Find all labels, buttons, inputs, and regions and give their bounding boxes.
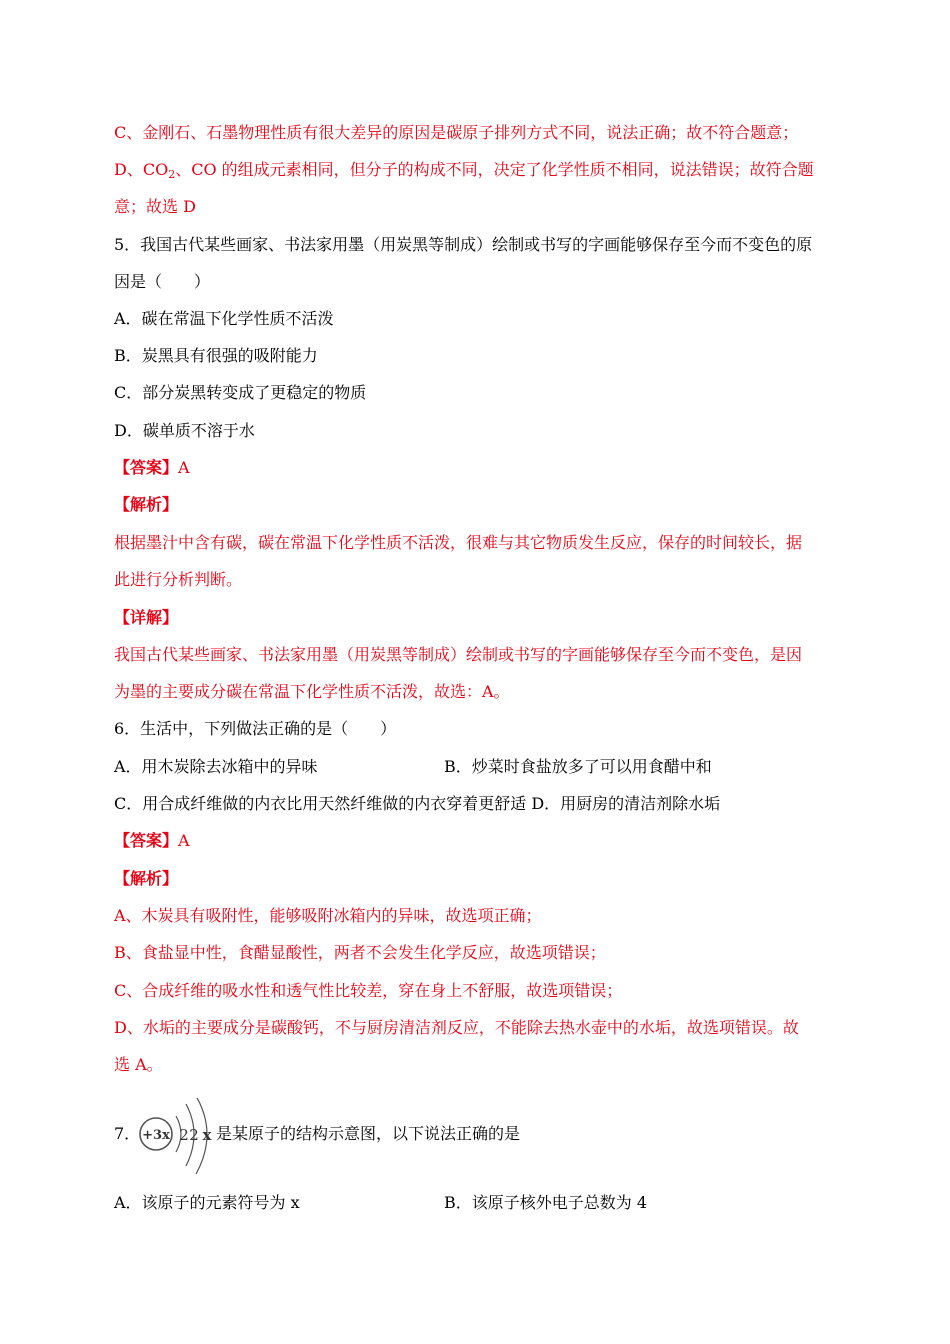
q4-option-c-analysis: C、金刚石、石墨物理性质有很大差异的原因是碳原子排列方式不同，说法正确；故不符合题意； [114, 123, 799, 142]
atom-structure-diagram [136, 1098, 216, 1178]
q5-option-c: C．部分炭黑转变成了更稳定的物质 [114, 383, 367, 402]
q6-analysis-b: B、食盐显中性，食醋显酸性，两者不会发生化学反应，故选项错误； [114, 943, 606, 962]
q4-option-d-analysis: D、$CO_2$、CO 的组成元素相同，但分子的构成不同，决定了化学性质不相同，说法错误；故符合题 [114, 160, 814, 181]
shell-3-electrons: x [202, 1126, 212, 1144]
q5-option-d: D．碳单质不溶于水 [114, 421, 255, 440]
nucleus-charge: +3x [142, 1128, 170, 1143]
q5-answer: 【答案】A [114, 458, 190, 477]
q6-analysis-d-line1: D、水垢的主要成分是碳酸钙，不与厨房清洁剂反应，不能除去热水壶中的水垢，故选项错误。故 [114, 1018, 799, 1037]
q5-option-b: B．炭黑具有很强的吸附能力 [114, 346, 318, 365]
q4-option-d-analysis-cont: 意；故选 D [114, 197, 196, 216]
q5-detail-line2: 为墨的主要成分碳在常温下化学性质不活泼，故选：A。 [114, 682, 510, 701]
shell-1-electrons: 2 [179, 1126, 189, 1144]
q5-stem-line1: 5．我国古代某些画家、书法家用墨（用炭黑等制成）绘制或书写的字画能够保存至今而不变色的原 [114, 235, 813, 254]
q7-stem: 是某原子的结构示意图，以下说法正确的是 [216, 1124, 521, 1143]
q5-analysis-line2: 此进行分析判断。 [114, 570, 243, 589]
q5-stem-line2: 因是（ ） [114, 272, 211, 291]
q5-analysis-line1: 根据墨汁中含有碳，碳在常温下化学性质不活泼，很难与其它物质发生反应，保存的时间较长，据 [114, 533, 803, 552]
q6-option-c-d: C．用合成纤维做的内衣比用天然纤维做的内衣穿着更舒适 D．用厨房的清洁剂除水垢 [114, 794, 721, 813]
q5-detail-label: 【详解】 [114, 608, 179, 627]
q7-option-a: A．该原子的元素符号为 x [114, 1193, 300, 1212]
q6-stem: 6．生活中，下列做法正确的是（ ） [114, 719, 397, 738]
q6-analysis-c: C、合成纤维的吸水性和透气性比较差，穿在身上不舒服，故选项错误； [114, 981, 623, 1000]
q6-option-a: A．用木炭除去冰箱中的异味 [114, 757, 318, 776]
q6-analysis-d-line2: 选 A。 [114, 1055, 163, 1074]
q5-option-a: A．碳在常温下化学性质不活泼 [114, 309, 334, 328]
q6-analysis-label: 【解析】 [114, 869, 179, 888]
q6-option-b: B．炒菜时食盐放多了可以用食醋中和 [444, 757, 712, 776]
q7-option-b: B．该原子核外电子总数为 4 [444, 1193, 648, 1212]
q5-analysis-label: 【解析】 [114, 495, 179, 514]
q6-answer: 【答案】A [114, 831, 190, 850]
q5-detail-line1: 我国古代某些画家、书法家用墨（用炭黑等制成）绘制或书写的字画能够保存至今而不变色，是因 [114, 645, 803, 664]
q6-analysis-a: A、木炭具有吸附性，能够吸附冰箱内的异味，故选项正确； [114, 906, 542, 925]
shell-2-electrons: 2 [189, 1126, 199, 1144]
q7-number: 7． [114, 1124, 141, 1143]
